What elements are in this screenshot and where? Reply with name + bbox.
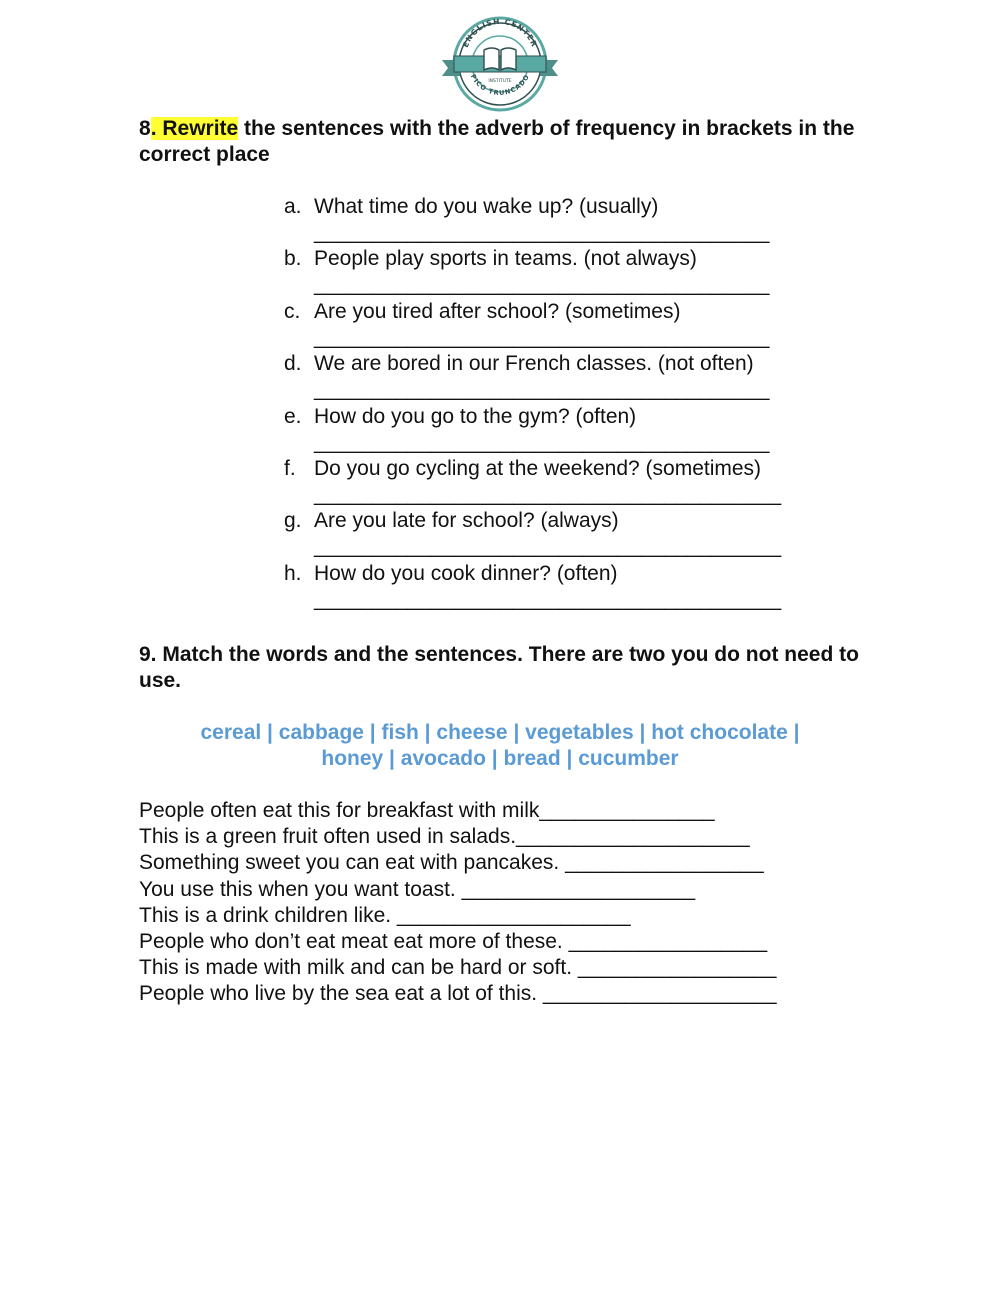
logo-middle-text: INSTITUTE xyxy=(488,79,512,84)
item-question: Are you late for school? (always) xyxy=(314,509,619,533)
exercise-9-sentences xyxy=(139,798,777,1008)
logo-top-text: ENGLISH CENTER xyxy=(460,16,540,49)
answer-line[interactable]: _______________________________________ xyxy=(314,378,770,402)
exercise-8-heading xyxy=(139,116,879,168)
matching-sentence[interactable]: People who live by the sea eat a lot of this. ____________________ xyxy=(139,982,777,1006)
word-bank-line-1: cereal | cabbage | fish | cheese | vegetables | hot chocolate | xyxy=(200,721,800,744)
institute-logo xyxy=(440,14,560,114)
item-letter: c. xyxy=(284,299,301,323)
exercise-9-heading: 9. Match the words and the sentences. There are two you do not need to use. xyxy=(139,643,859,692)
answer-line[interactable]: _______________________________________ xyxy=(314,273,770,297)
exercise-8-instruction: the sentences with the adverb of frequency in brackets in the correct place xyxy=(139,117,855,166)
matching-sentence[interactable]: This is made with milk and can be hard or soft. _________________ xyxy=(139,956,777,980)
item-letter: g. xyxy=(284,509,302,533)
item-letter: d. xyxy=(284,352,302,376)
item-question: How do you go to the gym? (often) xyxy=(314,404,637,428)
exercise-8-number: 8 xyxy=(139,117,151,140)
item-letter: a. xyxy=(284,195,302,218)
item-question: People play sports in teams. (not always) xyxy=(314,247,697,271)
exercise-8-highlight: . Rewrite xyxy=(150,117,239,140)
matching-sentence[interactable]: This is a green fruit often used in salads.____________________ xyxy=(139,825,750,849)
item-question: How do you cook dinner? (often) xyxy=(314,561,618,585)
matching-sentence[interactable]: This is a drink children like. ____________________ xyxy=(139,903,631,927)
item-letter: h. xyxy=(284,561,302,585)
answer-line[interactable]: ________________________________________ xyxy=(314,587,782,611)
answer-line[interactable]: _______________________________________ xyxy=(314,325,770,349)
answer-line[interactable]: ________________________________________ xyxy=(314,535,782,559)
item-letter: e. xyxy=(284,404,302,428)
item-question: Do you go cycling at the weekend? (sometimes) xyxy=(314,456,762,480)
logo-emblem-icon xyxy=(440,14,560,114)
item-question: We are bored in our French classes. (not often) xyxy=(314,352,754,376)
item-letter: f. xyxy=(284,456,296,480)
word-bank xyxy=(139,720,861,772)
item-question: Are you tired after school? (sometimes) xyxy=(314,299,681,323)
matching-sentence[interactable]: People who don’t eat meat eat more of these. _________________ xyxy=(139,930,768,954)
answer-line[interactable]: ________________________________________ xyxy=(314,482,782,506)
matching-sentence[interactable]: People often eat this for breakfast with milk_______________ xyxy=(139,799,715,822)
matching-sentence[interactable]: You use this when you want toast. ____________________ xyxy=(139,877,696,901)
logo-bottom-text: PICO TRUNCADO xyxy=(468,72,532,98)
matching-sentence[interactable]: Something sweet you can eat with pancakes. _________________ xyxy=(139,851,764,875)
item-question: What time do you wake up? (usually) xyxy=(314,195,659,218)
word-bank-line-2: honey | avocado | bread | cucumber xyxy=(321,747,679,770)
answer-line[interactable]: _______________________________________ xyxy=(314,221,770,244)
answer-line[interactable]: _______________________________________ xyxy=(314,430,770,454)
item-letter: b. xyxy=(284,247,302,271)
